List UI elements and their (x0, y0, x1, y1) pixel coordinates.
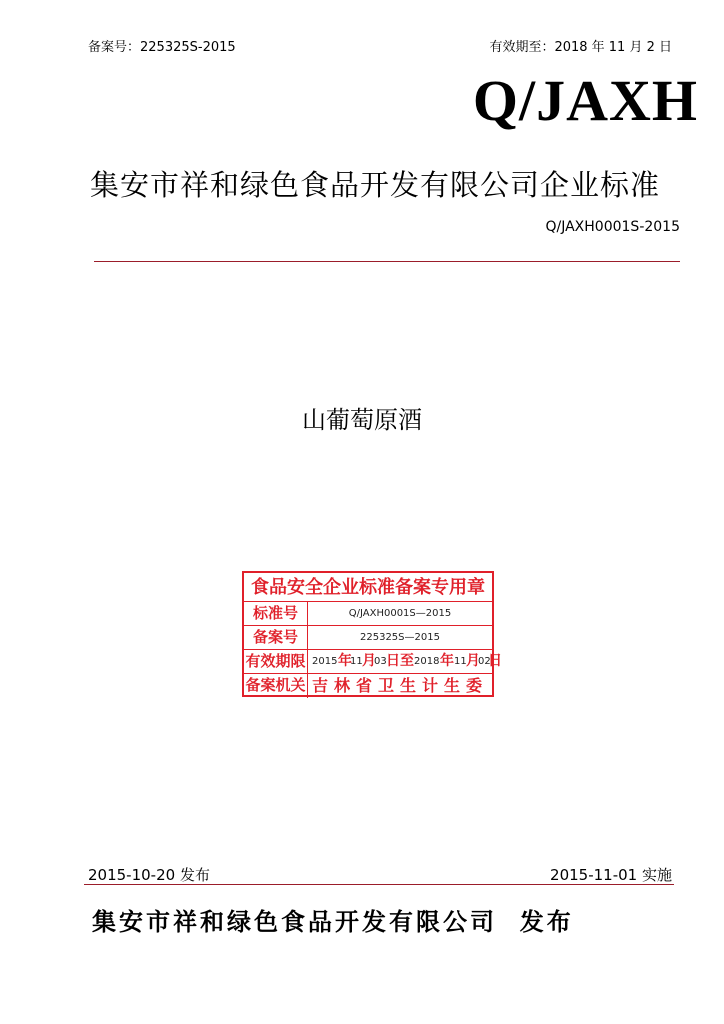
start-year: 2015 (312, 656, 338, 667)
standard-number: Q/JAXH0001S-2015 (545, 219, 680, 235)
to-char: 至 (400, 653, 414, 669)
end-day: 02 (478, 656, 491, 667)
implementation-date: 2015-11-01 实施 (550, 866, 672, 884)
stamp-row-validity (244, 650, 502, 674)
stamp-title: 食品安全企业标准备案专用章 (244, 573, 492, 602)
month-char: 月 (466, 653, 480, 669)
stamp-row-authority (244, 674, 492, 698)
stamp-row-filing-no (244, 626, 492, 650)
issue-date: 2015-10-20 发布 (88, 866, 210, 884)
stamp-value: 225325S—2015 (360, 632, 440, 643)
start-month: 11 (350, 656, 363, 667)
end-month: 11 (454, 656, 467, 667)
filing-stamp (242, 571, 502, 697)
standard-code-logo: Q/JAXH (472, 68, 698, 133)
stamp-row-standard-no (244, 602, 492, 626)
stamp-validity-dates (310, 650, 502, 673)
year-char: 年 (338, 653, 352, 669)
day-char: 日 (386, 653, 400, 669)
start-day: 03 (374, 656, 387, 667)
month-char: 月 (362, 653, 376, 669)
publisher: 集安市祥和绿色食品开发有限公司 发布 (92, 907, 574, 936)
stamp-label: 备案机关 (244, 674, 308, 698)
bottom-divider (84, 884, 674, 885)
top-divider (94, 261, 680, 262)
stamp-label: 标准号 (244, 602, 308, 625)
day-char: 日 (488, 653, 502, 669)
filing-number: 备案号：225325S-2015 (88, 40, 236, 55)
company-standard-title: 集安市祥和绿色食品开发有限公司企业标准 (90, 168, 661, 202)
product-name: 山葡萄原酒 (302, 406, 422, 434)
valid-until-date: 有效期至：2018 年 11 月 2 日 (489, 40, 672, 55)
stamp-label: 备案号 (244, 626, 308, 649)
year-char: 年 (440, 653, 454, 669)
end-year: 2018 (414, 656, 440, 667)
stamp-value: Q/JAXH0001S—2015 (348, 608, 452, 619)
stamp-authority: 吉林省卫生计生委 (311, 676, 488, 695)
stamp-label: 有效期限 (244, 650, 308, 673)
